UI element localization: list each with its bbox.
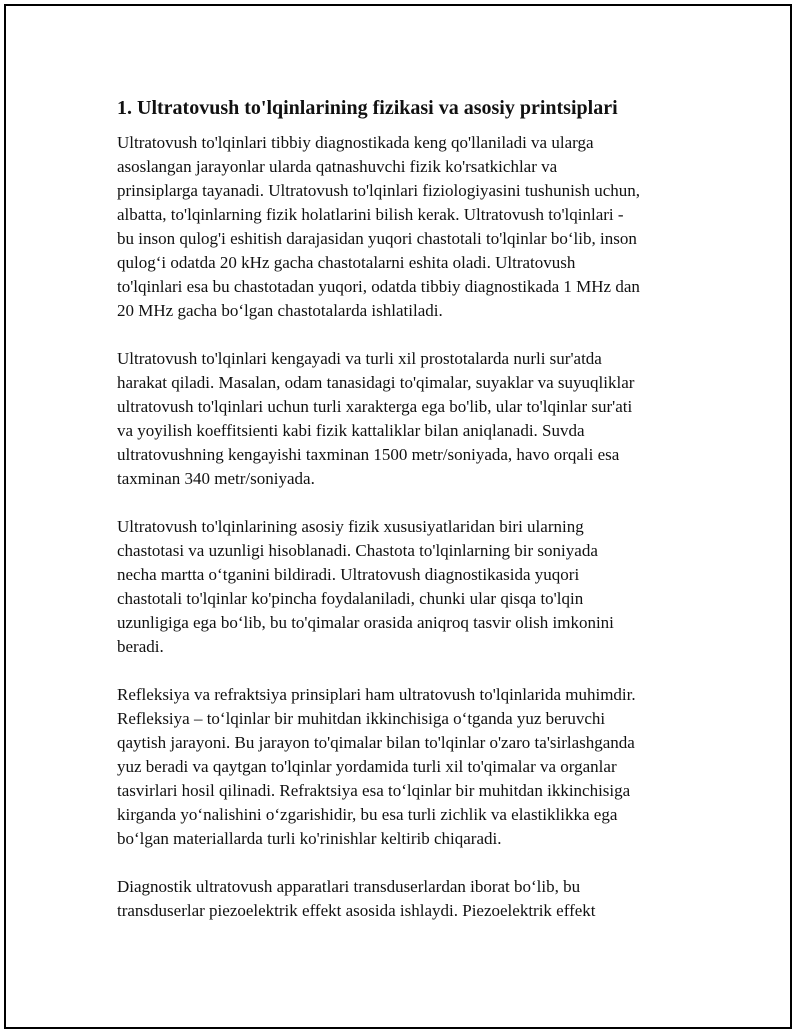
text-line: va yoyilish koeffitsienti kabi fizik kattaliklar bilan aniqlanadi. Suvda (117, 421, 585, 440)
text-line: uzunligiga ega bo‘lib, bu to'qimalar orasida aniqroq tasvir olish imkonini (117, 613, 614, 632)
text-line: harakat qiladi. Masalan, odam tanasidagi to'qimalar, suyaklar va suyuqliklar (117, 373, 635, 392)
text-line: qaytish jarayoni. Bu jarayon to'qimalar bilan to'lqinlar o'zaro ta'sirlashganda (117, 733, 635, 752)
text-line: asoslangan jarayonlar ularda qatnashuvchi fizik ko'rsatkichlar va (117, 157, 558, 176)
paragraph-3 (117, 515, 697, 659)
text-line: chastotali to'lqinlar ko'pincha foydalaniladi, chunki ular qisqa to'lqin (117, 589, 584, 608)
paragraph-5 (117, 875, 697, 923)
text-line: Diagnostik ultratovush apparatlari transduserlardan iborat bo‘lib, bu (117, 877, 581, 896)
text-line: bo‘lgan materiallarda turli ko'rinishlar keltirib chiqaradi. (117, 829, 502, 848)
text-line: yuz beradi va qaytgan to'lqinlar yordamida turli xil to'qimalar va organlar (117, 757, 617, 776)
text-line: ultratovush to'lqinlari uchun turli xarakterga ega bo'lib, ular to'lqinlar sur'ati (117, 397, 633, 416)
text-line: ultratovushning kengayishi taxminan 1500 metr/soniyada, havo orqali esa (117, 445, 620, 464)
text-line: Ultratovush to'lqinlari tibbiy diagnostikada keng qo'llaniladi va ularga (117, 133, 594, 152)
text-line: bu inson qulog'i eshitish darajasidan yuqori chastotali to'lqinlar bo‘lib, inson (117, 229, 637, 248)
text-line: Refleksiya va refraktsiya prinsiplari ham ultratovush to'lqinlarida muhimdir. (117, 685, 636, 704)
text-line: qulog‘i odatda 20 kHz gacha chastotalarni eshita oladi. Ultratovush (117, 253, 576, 272)
text-line: transduserlar piezoelektrik effekt asosida ishlaydi. Piezoelektrik effekt (117, 901, 596, 920)
paragraph-1 (117, 131, 697, 323)
text-line: Ultratovush to'lqinlari kengayadi va turli xil prostotalarda nurli sur'atda (117, 349, 602, 368)
document-body (117, 96, 697, 947)
text-line: to'lqinlari esa bu chastotadan yuqori, odatda tibbiy diagnostikada 1 MHz dan (117, 277, 640, 296)
text-line: tasvirlari hosil qilinadi. Refraktsiya esa to‘lqinlar bir muhitdan ikkinchisiga (117, 781, 631, 800)
paragraph-2 (117, 347, 697, 491)
text-line: beradi. (117, 637, 164, 656)
text-line: taxminan 340 metr/soniyada. (117, 469, 315, 488)
text-line: kirganda yo‘nalishini o‘zgarishidir, bu esa turli zichlik va elastiklikka ega (117, 805, 618, 824)
text-line: albatta, to'lqinlarning fizik holatlarini bilish kerak. Ultratovush to'lqinlari - (117, 205, 624, 224)
paragraph-4 (117, 683, 697, 851)
text-line: Refleksiya – to‘lqinlar bir muhitdan ikkinchisiga o‘tganda yuz beruvchi (117, 709, 606, 728)
text-line: 20 MHz gacha bo‘lgan chastotalarda ishlatiladi. (117, 301, 443, 320)
document-title: 1. Ultratovush to'lqinlarining fizikasi va asosiy printsiplari (117, 97, 618, 119)
text-line: necha martta o‘tganini bildiradi. Ultratovush diagnostikasida yuqori (117, 565, 580, 584)
text-line: prinsiplarga tayanadi. Ultratovush to'lqinlari fiziologiyasini tushunish uchun, (117, 181, 641, 200)
text-line: Ultratovush to'lqinlarining asosiy fizik xususiyatlaridan biri ularning (117, 517, 584, 536)
text-line: chastotasi va uzunligi hisoblanadi. Chastota to'lqinlarning bir soniyada (117, 541, 598, 560)
